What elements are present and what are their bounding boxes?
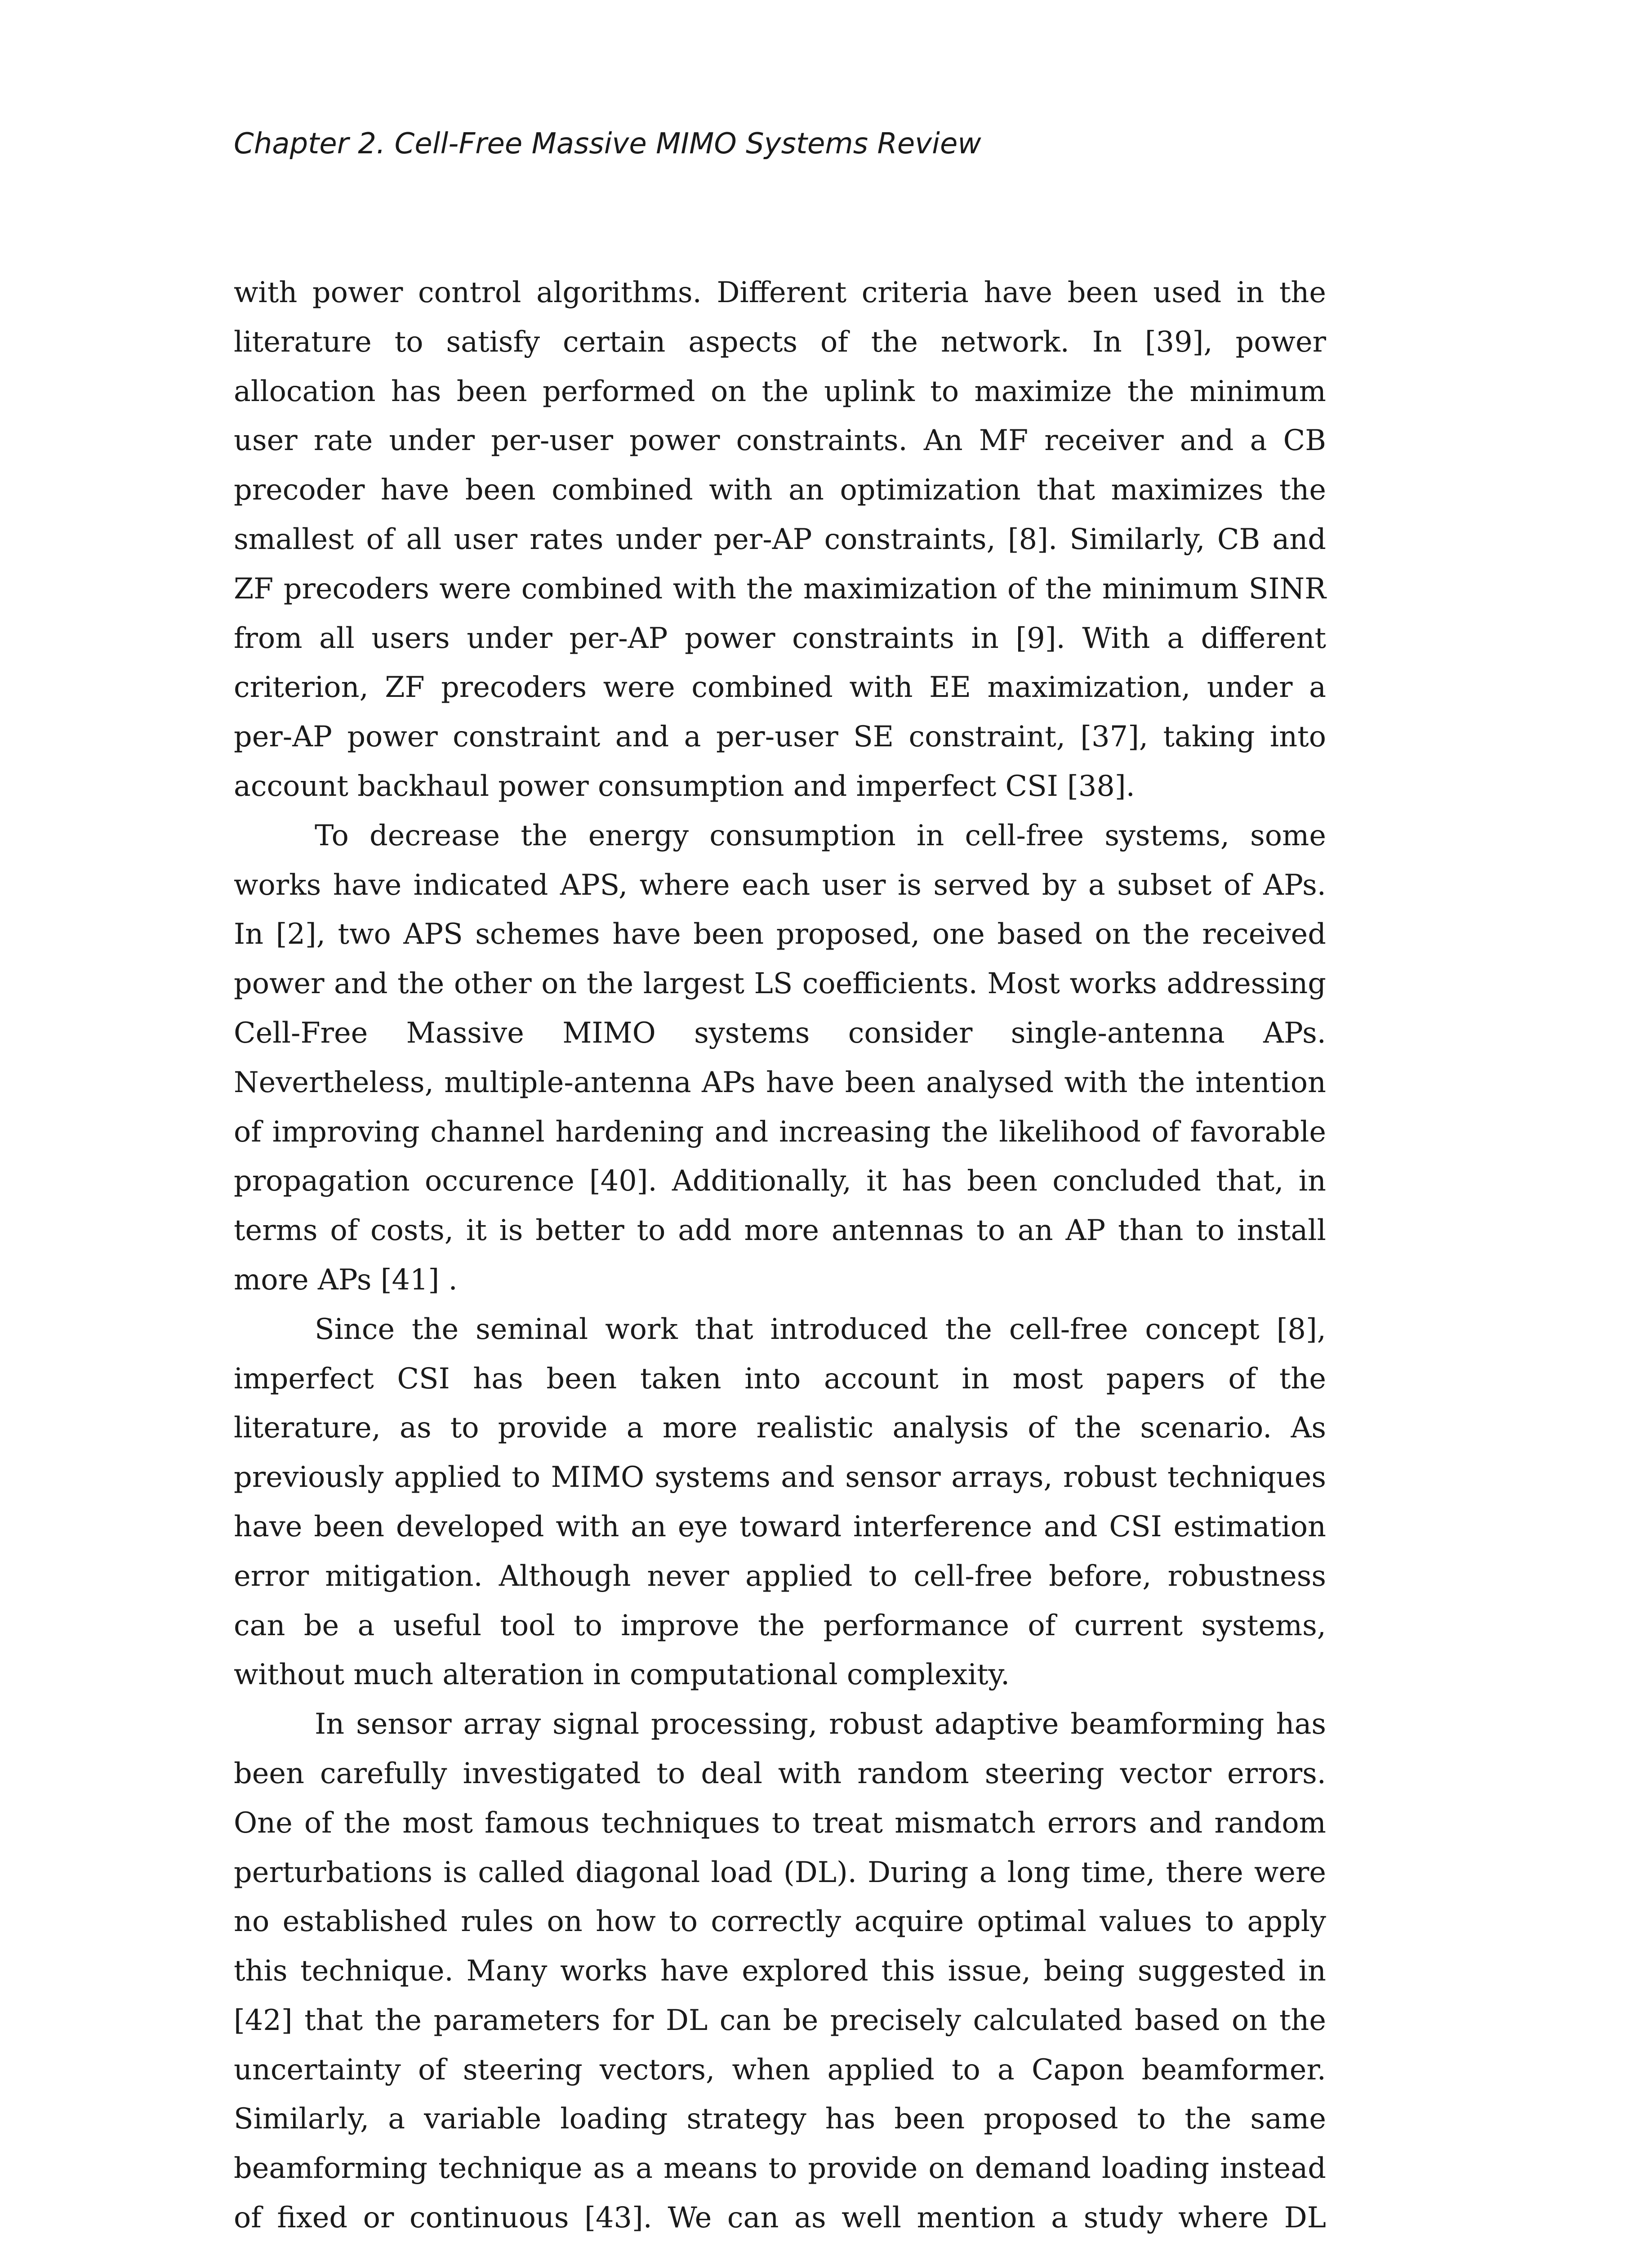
paragraph-diagonal-loading: In sensor array signal processing, robust adaptive beamforming has been carefully investigated to deal with random steering vector errors. One of the most famous techniques to treat mismatch errors and random perturbations is called diagonal load (DL). During a long time, there were no established rules on how to correctly acquire optimal values to apply this technique. Many works have explored this issue, being suggested in [42] that the parameters for DL can be precisely calculated based on the uncertainty of steering vectors, when applied to a Capon beamformer. Similarly, a variable loading strategy has been proposed to the same beamforming technique as a means to provide on demand loading instead of fixed or continuous [43]. We can as well mention a study where DL bbox=[234, 1707, 1326, 2235]
paragraph-access-point-selection: To decrease the energy consumption in cell-free systems, some works have indicated APS, where each user is served by a subset of APs. In [2], two APS schemes have been proposed, one based on the received power and the other on the largest LS coefficients. Most works addressing Cell-Free Massive MIMO systems consider single-antenna APs. Nevertheless, multiple-antenna APs have been analysed with the intention of improving channel hardening and increasing the likelihood of favorable propagation occurence [40]. Additionally, it has been concluded that, in terms of costs, it is better to add more antennas to an AP than to install more APs [41] . bbox=[234, 818, 1326, 1296]
running-header: Chapter 2. Cell-Free Massive MIMO Systems Review bbox=[234, 127, 981, 161]
paragraph-power-control: with power control algorithms. Different criteria have been used in the literature to satisfy certain aspects of the network. In [39], power allocation has been performed on the uplink to maximize the minimum user rate under per-user power constraints. An MF receiver and a CB precoder have been combined with an optimization that maximizes the smallest of all user rates under per-AP constraints, [8]. Similarly, CB and ZF precoders were combined with the maximization of the minimum SINR from all users under per-AP power constraints in [9]. With a different criterion, ZF precoders were combined with EE maximization, under a per-AP power constraint and a per-user SE constraint, [37], taking into account backhaul power consumption and imperfect CSI [38]. bbox=[234, 276, 1326, 803]
paragraph-imperfect-csi: Since the seminal work that introduced the cell-free concept [8], imperfect CSI has been taken into account in most papers of the literature, as to provide a more realistic analysis of the scenario. As previously applied to MIMO systems and sensor arrays, robust techniques have been developed with an eye toward interference and CSI estimation error mitigation. Although never applied to cell-free before, robustness can be a useful tool to improve the performance of current systems, without much alteration in computational complexity. bbox=[234, 1312, 1326, 1691]
body-text bbox=[234, 268, 1326, 2248]
